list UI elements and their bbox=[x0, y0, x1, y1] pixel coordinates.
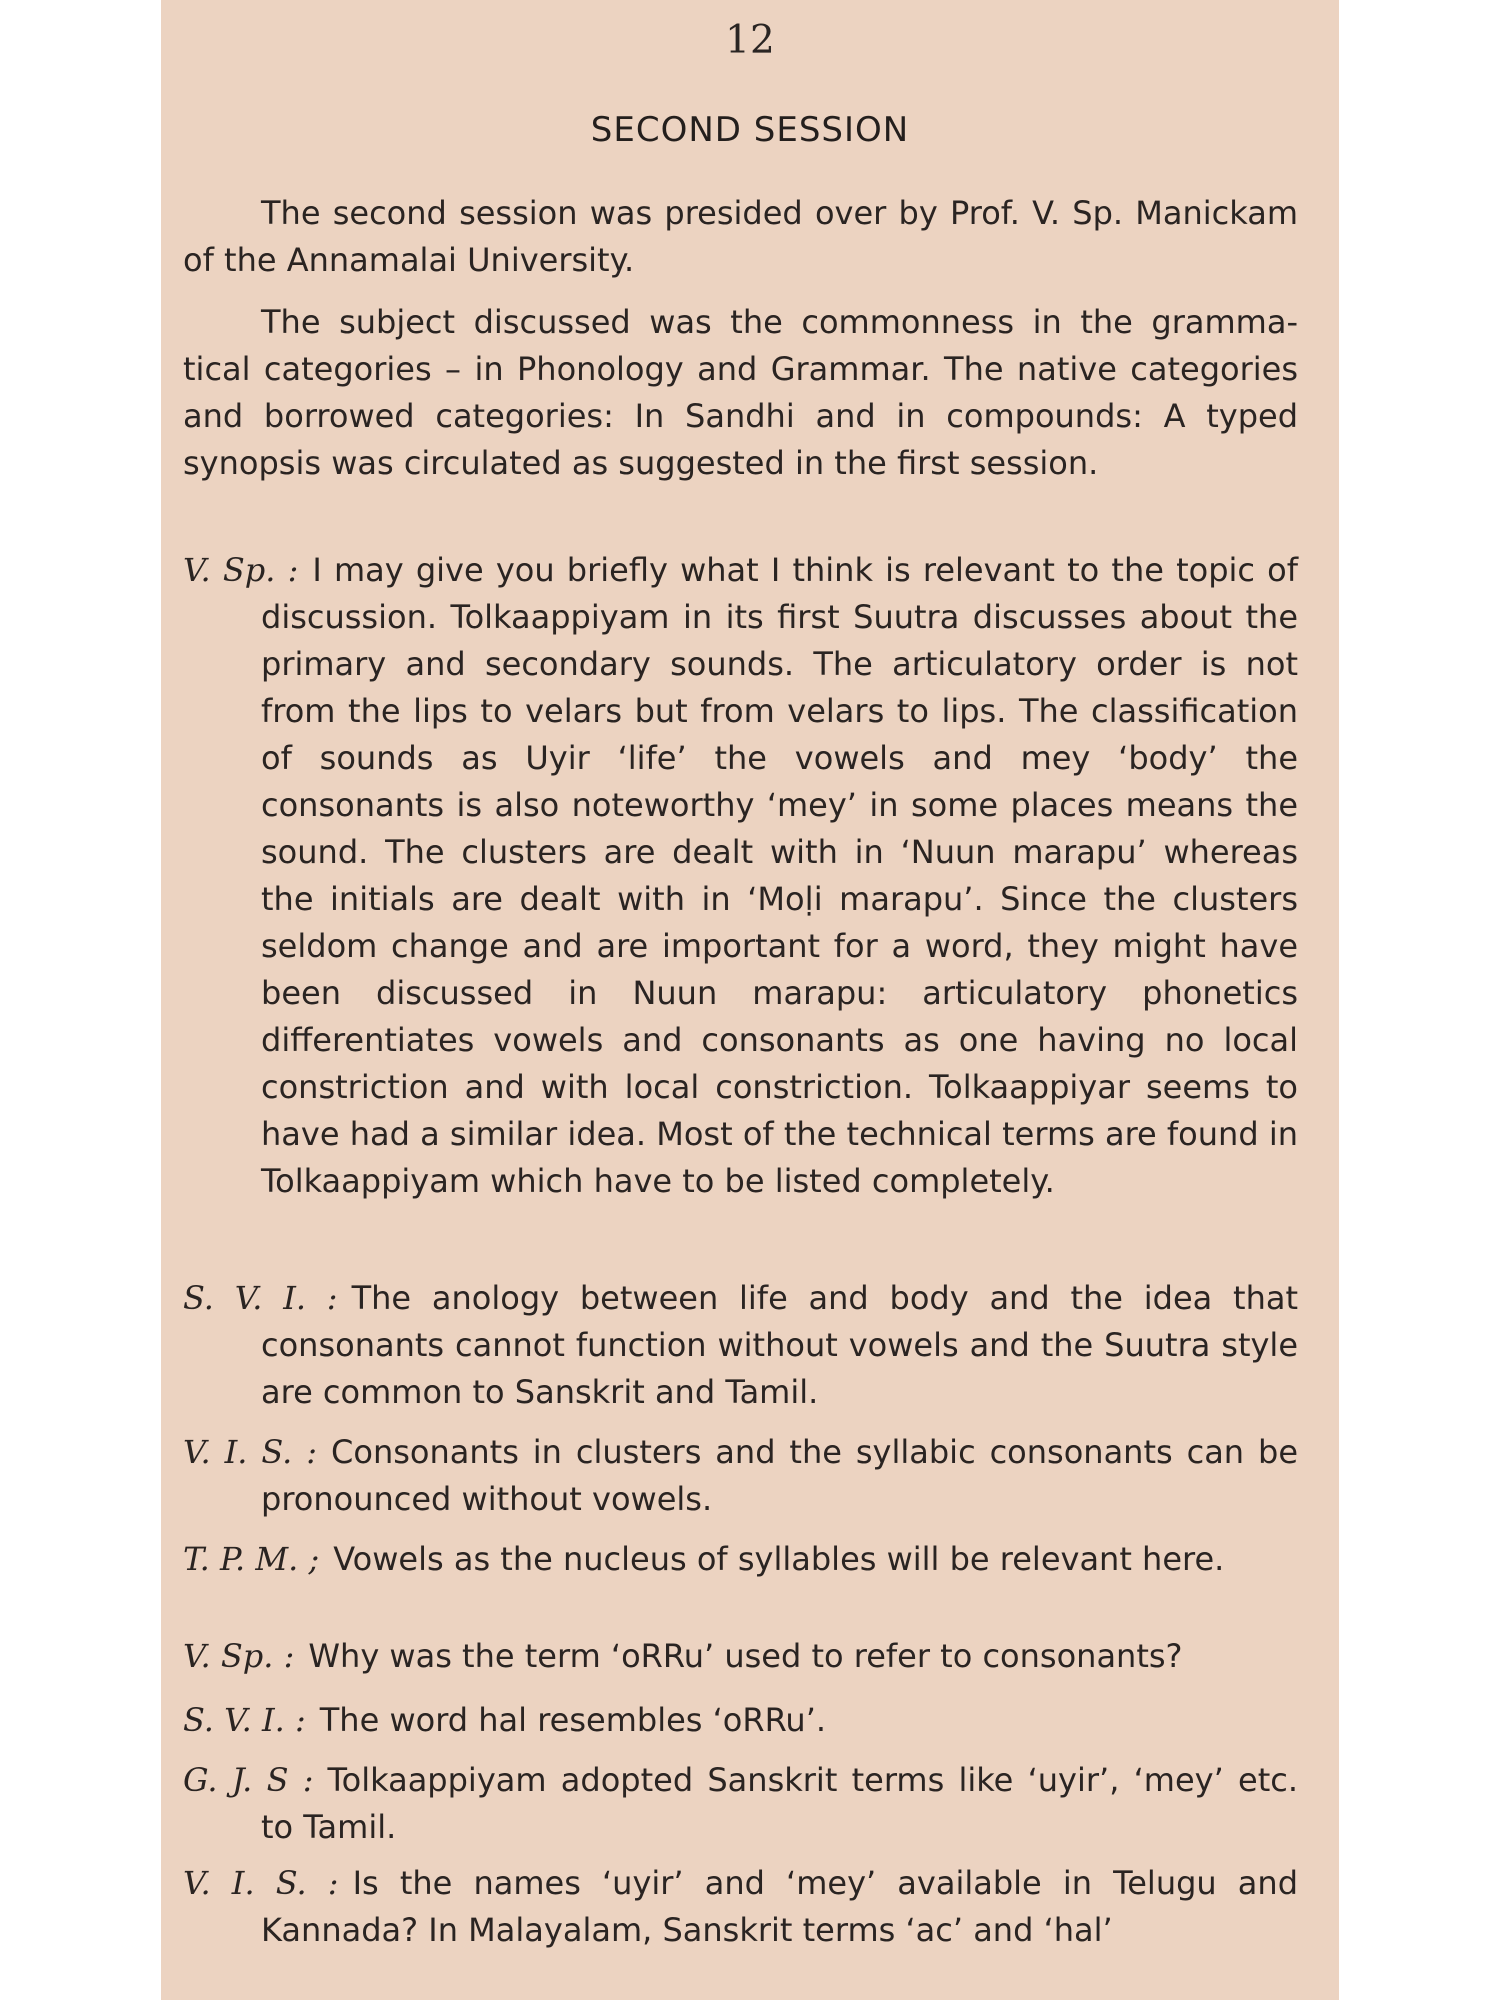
discussion-entry bbox=[183, 1757, 1298, 1851]
entry-text: Vowels as the nucleus of syllables will be relevant here. bbox=[333, 1540, 1225, 1578]
speaker-label: V. I. S. : bbox=[183, 1864, 339, 1902]
section-heading: SECOND SESSION bbox=[590, 110, 910, 150]
book-page bbox=[161, 0, 1339, 2000]
speaker-label: S. V. I. : bbox=[183, 1701, 306, 1739]
paragraph-intro: The second session was presided over by Prof. V. Sp. Manickam of the Annamalai University. bbox=[183, 194, 1298, 279]
discussion-entry bbox=[183, 1429, 1298, 1523]
discussion-entry bbox=[183, 547, 1298, 1205]
speaker-label: G. J. S : bbox=[183, 1761, 314, 1799]
entry-text: The anology between life and body and the idea that consonants cannot function without vowels and the Suutra style are common to Sanskrit and Tamil. bbox=[261, 1279, 1299, 1411]
entry-text: The word hal resembles ‘oRRu’. bbox=[319, 1701, 827, 1739]
entry-text: Is the names ‘uyir’ and ‘mey’ available in Telugu and Kannada? In Malayalam, Sanskrit terms ‘ac’ and ‘hal’ bbox=[261, 1864, 1299, 1949]
entry-text: Why was the term ‘oRRu’ used to refer to consonants? bbox=[308, 1637, 1183, 1675]
page-number: 12 bbox=[725, 18, 775, 63]
entry-text: Tolkaappiyam adopted Sanskrit terms like ‘uyir’, ‘mey’ etc. to Tamil. bbox=[261, 1761, 1299, 1846]
speaker-label: T. P. M. ; bbox=[183, 1540, 320, 1578]
speaker-label: S. V. I. : bbox=[183, 1279, 338, 1317]
speaker-label: V. Sp. : bbox=[183, 1637, 295, 1675]
speaker-label: V. I. S. : bbox=[183, 1433, 318, 1471]
entry-text: I may give you briefly what I think is relevant to the topic of discussion. Tolkaappiyam in its first Suutra discusses about the primary and secondary sounds. The articulatory order is not from the lips to velars but from velars to lips. The classification of sounds as Uyir ‘life’ the vowels and mey ‘body’ the consonants is also noteworthy ‘mey’ in some places means the sound. The clusters are dealt with in ‘Nuun marapu’ whereas the initials are dealt with in ‘Moḷi marapu’. Since the clusters seldom change and are important for a word, they might have been discussed in Nuun marapu: articulatory phonetics differentiates vowels and consonants as one having no local constriction and with local constriction. Tolkaappiyar seems to have had a similar idea. Most of the technical terms are found in Tolkaappiyam which have to be listed completely. bbox=[261, 551, 1299, 1200]
discussion-entry bbox=[183, 1697, 1298, 1744]
discussion-entry bbox=[183, 1633, 1298, 1680]
discussion-entry bbox=[183, 1860, 1298, 1954]
discussion-entry bbox=[183, 1275, 1298, 1416]
discussion-entry bbox=[183, 1539, 1298, 1579]
paragraph-subject: The subject discussed was the commonness in the gramma-tical categories – in Phonology and Grammar. The native categories and borrowed categories: In Sandhi and in compounds: A typed synopsis was circulated as suggested in the first session. bbox=[183, 303, 1298, 482]
speaker-label: V. Sp. : bbox=[183, 551, 299, 589]
entry-text: Consonants in clusters and the syllabic consonants can be pronounced without vowels. bbox=[261, 1433, 1299, 1518]
